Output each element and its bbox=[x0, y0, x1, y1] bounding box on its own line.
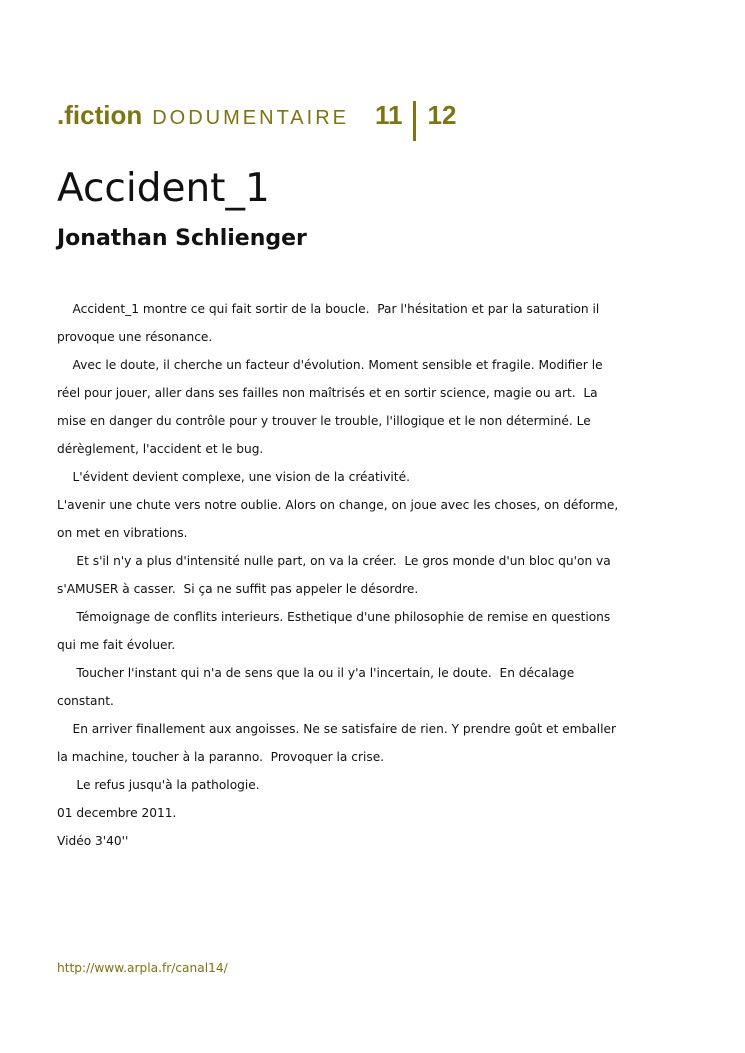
body-line: constant. bbox=[57, 694, 114, 708]
body-line: L'évident devient complexe, une vision de la créativité. bbox=[57, 470, 410, 484]
footer-url-link[interactable]: http://www.arpla.fr/canal14/ bbox=[57, 961, 228, 975]
header-category-label: DODUMENTAIRE bbox=[152, 107, 349, 129]
body-line: Et s'il n'y a plus d'intensité nulle part, on va la créer. Le gros monde d'un bloc qu'on va bbox=[57, 554, 611, 568]
body-line: 01 decembre 2011. bbox=[57, 806, 177, 820]
header-issue-left: 11 bbox=[374, 100, 403, 130]
header-divider bbox=[413, 101, 416, 141]
header-issue-right: 12 bbox=[427, 100, 457, 130]
body-line: L'avenir une chute vers notre oublie. Alors on change, on joue avec les choses, on déforme, bbox=[57, 498, 619, 512]
body-line: Vidéo 3'40'' bbox=[57, 834, 129, 848]
body-line: la machine, toucher à la paranno. Provoquer la crise. bbox=[57, 750, 385, 764]
header-dot: . bbox=[57, 100, 65, 130]
body-line: qui me fait évoluer. bbox=[57, 638, 176, 652]
body-line: s'AMUSER à casser. Si ça ne suffit pas appeler le désordre. bbox=[57, 582, 419, 596]
article-body bbox=[57, 295, 617, 855]
body-line: on met en vibrations. bbox=[57, 526, 188, 540]
body-line: Avec le doute, il cherche un facteur d'évolution. Moment sensible et fragile. Modifier le bbox=[57, 358, 603, 372]
magazine-header bbox=[57, 100, 456, 142]
page-title: Accident_1 bbox=[57, 166, 270, 211]
body-line: réel pour jouer, aller dans ses failles non maîtrisés et en sortir science, magie ou art. La bbox=[57, 386, 598, 400]
body-line: En arriver finallement aux angoisses. Ne se satisfaire de rien. Y prendre goût et emballer bbox=[57, 722, 617, 736]
author-name: Jonathan Schlienger bbox=[57, 226, 307, 251]
body-line: Le refus jusqu'à la pathologie. bbox=[57, 778, 260, 792]
body-line: provoque une résonance. bbox=[57, 330, 213, 344]
body-line: mise en danger du contrôle pour y trouver le trouble, l'illogique et le non déterminé. Le bbox=[57, 414, 591, 428]
header-fiction-label: fiction bbox=[64, 100, 143, 130]
body-line: Toucher l'instant qui n'a de sens que la ou il y'a l'incertain, le doute. En décalage bbox=[57, 666, 575, 680]
body-line: dérèglement, l'accident et le bug. bbox=[57, 442, 264, 456]
body-line: Témoignage de conflits interieurs. Esthetique d'une philosophie de remise en questions bbox=[57, 610, 611, 624]
body-line: Accident_1 montre ce qui fait sortir de la boucle. Par l'hésitation et par la saturation il bbox=[57, 302, 600, 316]
